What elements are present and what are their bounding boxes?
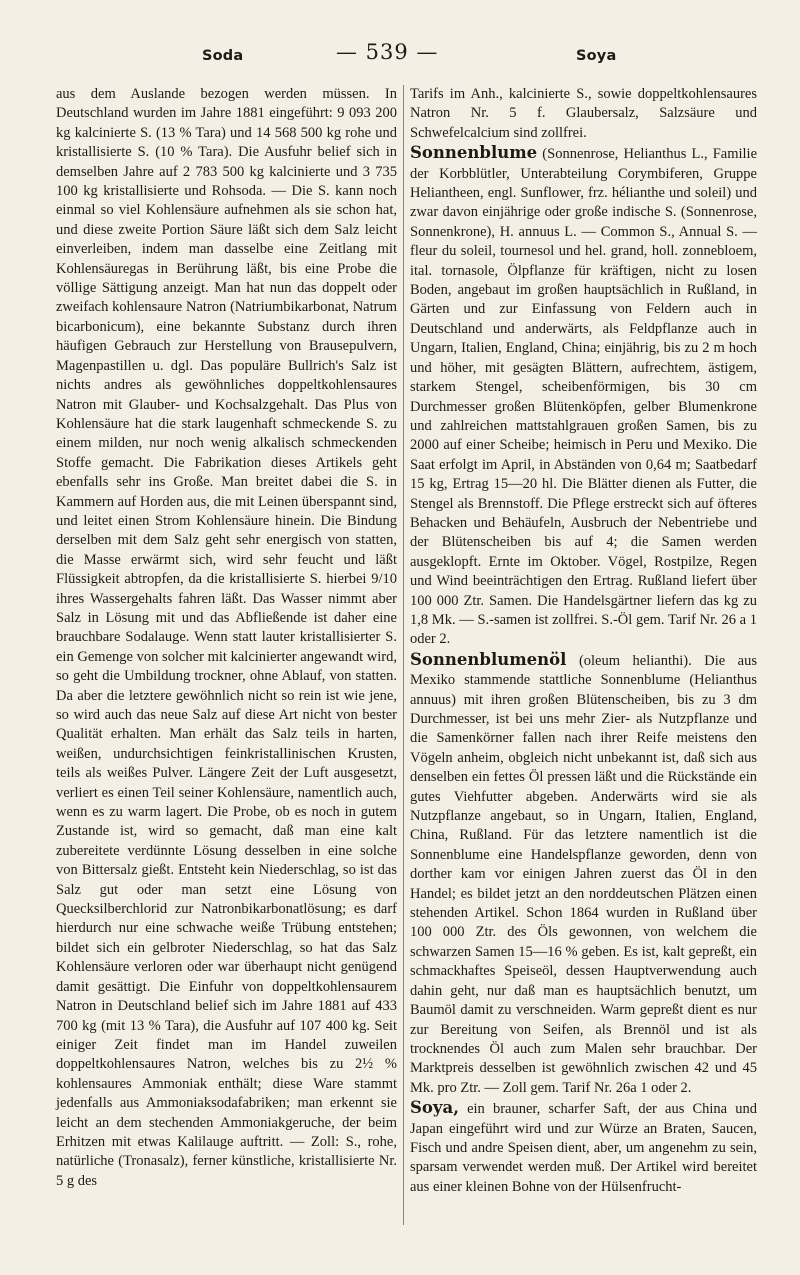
- entry-heading-sonnenblumenoel: Sonnenblumenöl: [410, 649, 567, 669]
- soda-tariff-paragraph: Tarifs im Anh., kalcinierte S., sowie doppeltkohlensaures Natron Nr. 5 f. Glaubersalz, Salzsäure und Schwefelcalcium sind zollfrei.: [410, 86, 757, 141]
- right-column: [410, 85, 757, 1197]
- entry-soya: [410, 1098, 757, 1197]
- entry-text-sonnenblumenoel: (oleum helianthi). Die aus Mexiko stammende stattliche Sonnenblume (Helianthus annuus) mit ihren großen Blütenscheiben, bis zu 3 dm Durchmesser, ist bei uns mehr Zier- als Nutzpflanze und die Samenkörner fallen nach ihrer Reife meistens den Vögeln anheim, obgleich nicht unbekannt ist, daß sich aus denselben ein fettes Öl pressen läßt und die Rückstände ein gutes Viehfutter abgeben. Anderwärts wird sie als Nutzpflanze angebaut, so in Ungarn, Italien, England, China, Rußland. Für das letztere namentlich ist die Sonnenblume eine Handelspflanze geworden, denn von dorther kam vor einigen Jahren zuerst das Öl in den Handel; es bildet jetzt an den norddeutschen Plätzen einen stehenden Artikel. Schon 1864 wurden in Rußland über 100 000 Ztr. des Öls gewonnen, von welchem die schwarzen Samen 15—16 % geben. Es ist, kalt gepreßt, ein schmackhaftes Speiseöl, dessen Hauptverwendung auch dahin geht, nur daß man es hauptsächlich benutzt, um Baumöl damit zu verschneiden. Warm gepreßt dient es nur zur Bereitung von Seifen, als Brennöl und ist als trocknendes Öl auch zum Malen sehr brauchbar. Der Marktpreis desselben ist gewöhnlich zwischen 42 und 45 Mk. pro Ztr. — Zoll gem. Tarif Nr. 26a 1 oder 2.: [410, 652, 758, 1096]
- column-divider: [403, 85, 404, 1225]
- entry-heading-soya: Soya,: [410, 1098, 459, 1118]
- entry-text-soya: ein brauner, scharfer Saft, der aus China und Japan eingeführt wird und zur Würze an Braten, Saucen, Fisch und andre Speisen dient, aber, um angenehm zu sein, sparsam verwendet werden muß. Der Artikel wird bereitet aus einer kleinen Bohne von der Hülsenfrucht-: [410, 1101, 757, 1195]
- page-number: — 539 —: [336, 40, 439, 64]
- header-right-keyword: Soya: [576, 48, 617, 64]
- soda-continuation-paragraph: aus dem Auslande bezogen werden müssen. In Deutschland wurden im Jahre 1881 eingeführt: 9 093 200 kg kalcinierte S. (13 % Tara) und 14 568 500 kg rohe und kristallisierte S. (10 % Tara). Die Ausfuhr belief sich in demselben Jahre auf 2 783 500 kg kalcinierte und 3 735 100 kg kristallisierte und Rohsoda. — Die S. kann noch einmal so viel Kohlensäure aufnehmen als sie schon hat, und diese zweite Portion Säure läßt sich dem Salz leicht einverleiben, indem man dasselbe eine Zeitlang mit Kohlensäuregas in Berührung läßt, bis eine Probe die völlige Sättigung anzeigt. Man hat nun das doppelt oder zweifach kohlensaure Natron (Natriumbikarbonat, Natrum bicarbonicum), eine bekannte Substanz durch ihren häufigen Gebrauch zur Herstellung von Brausepulvern, Magenpastillen u. dgl. Das populäre Bullrich's Salz ist nichts andres als gewöhnliches doppeltkohlensaures Natron mit Glauber- und Kochsalzgehalt. Das Plus von Kohlensäure hat die stark laugenhaft schmeckende S. zu einem milden, nur noch wenig alkalisch schmeckenden Stoffe gemacht. Die Fabrikation dieses Artikels geht ebenfalls sehr ins Große. Man breitet dabei die S. in Kammern auf Horden aus, die mit Leinen überspannt sind, und leitet einen Strom Kohlensäure hinein. Die Bindung derselben mit dem Salz geht sehr energisch von statten, die Masse erwärmt sich, wird sehr feucht und läßt Flüssigkeit abtropfen, da die kristallisierte S. hierbei 9/10 ihres Wassergehalts fahren läßt. Das Wasser nimmt aber Salz in Lösung mit und das Abfließende ist daher eine brauchbare Sodalauge. Wenn statt lauter kristallisierter S. ein Gemenge von solcher mit kalcinierter angewandt wird, so geht die Umbildung trockner, ohne Ablauf, von statten. Da aber die letztere gewöhnlich nicht so rein ist wie jene, so wird auch das neue Salz auf diese Art nicht von bester Qualität erhalten. Man erhält das Salz teils in harten, weißen, undurchsichtigen feinkristallinischen Krusten, teils als weißes Pulver. Längere Zeit der Luft ausgesetzt, verliert es einen Teil seiner Kohlensäure, namentlich auch, wenn es zu warm lagert. Die Probe, ob es noch in gutem Zustande ist, wird so gemacht, daß man eine kalt zubereitete verdünnte Lösung desselben in eine solche von Bittersalz gießt. Entsteht kein Niederschlag, so ist das Salz gut oder man setzt eine Lösung von Quecksilberchlorid zur Natronbikarbonatlösung; es darf hierdurch nur eine schwache weiße Trübung entstehen; bildet sich ein gelbroter Niederschlag, so hat das Salz Kohlensäure verloren oder war überhaupt nicht genügend damit gesättigt. Die Einfuhr von doppeltkohlensaurem Natron in Deutschland belief sich im Jahre 1881 auf 433 700 kg (mit 13 % Tara), die Ausfuhr auf 107 400 kg. Seit einiger Zeit findet man im Handel zuweilen doppeltkohlensaures Natron, welches bis zu 2½ % kohlensaures Ammoniak enthält; diese Ware stammt jedenfalls aus Ammoniaksodafabriken; man erkennt sie leicht an dem stechenden Ammoniakgeruche, der beim Erhitzen mit etwas Kalilauge auftritt. — Zoll: S., rohe, natürliche (Tronasalz), ferner künstliche, kristallisierte Nr. 5 g des: [56, 86, 397, 1189]
- left-column: [56, 85, 397, 1191]
- entry-sonnenblume: [410, 143, 757, 650]
- entry-sonnenblumenoel: [410, 650, 757, 1098]
- running-header: [0, 40, 800, 74]
- entry-heading-sonnenblume: Sonnenblume: [410, 143, 538, 163]
- header-left-keyword: Soda: [202, 48, 244, 64]
- entry-text-sonnenblume: (Sonnenrose, Helianthus L., Familie der Korbblütler, Unterabteilung Corymbiferen, Gruppe Heliantheen, engl. Sunflower, frz. hélianthe und soleil) und zwar davon einjährige oder große indische S. (Sonnenrose, Sonnenkrone), H. annuus L. — Common S., Annual S. — fleur du soleil, tournesol und hel. grand, holl. zonnebloem, ital. tornasole, Ölpflanze für kräftigen, nicht zu losen Boden, angebaut im großen hauptsächlich in Rußland, in Gärten und zur Einfassung von Feldern auch in Deutschland und anderwärts, als Feldpflanze auch in Ungarn, Italien, England, China; einjährig, bis zu 2 m hoch und höher, mit gesägten Blättern, aufrechtem, ästigem, starkem Stengel, scheibenförmigen, bis 30 cm Durchmesser großen Blütenköpfen, gelber Blumenkrone und zahlreichen mattstahlgrauen großen Samen, bis zu 2000 auf einer Scheibe; heimisch in Peru und Mexiko. Die Saat erfolgt im April, in Abständen von 0,64 m; Saatbedarf 15 kg, Ertrag 15—20 hl. Die Blätter dienen als Futter, die Stengel als Brennstoff. Die Pflege erstreckt sich auf öfteres Behacken und Behäufeln, Ausbruch der Nebentriebe und der Blütenscheiben bis auf 4; die Samen werden ausgeklopft. Ernte im Oktober. Vögel, Rostpilze, Regen und Wind beeinträchtigen den Ertrag. Rußland liefert über 100 000 Ztr. Samen. Die Handelsgärtner liefern das kg zu 1,8 Mk. — S.-samen ist zollfrei. S.-Öl gem. Tarif Nr. 26 a 1 oder 2.: [410, 146, 757, 648]
